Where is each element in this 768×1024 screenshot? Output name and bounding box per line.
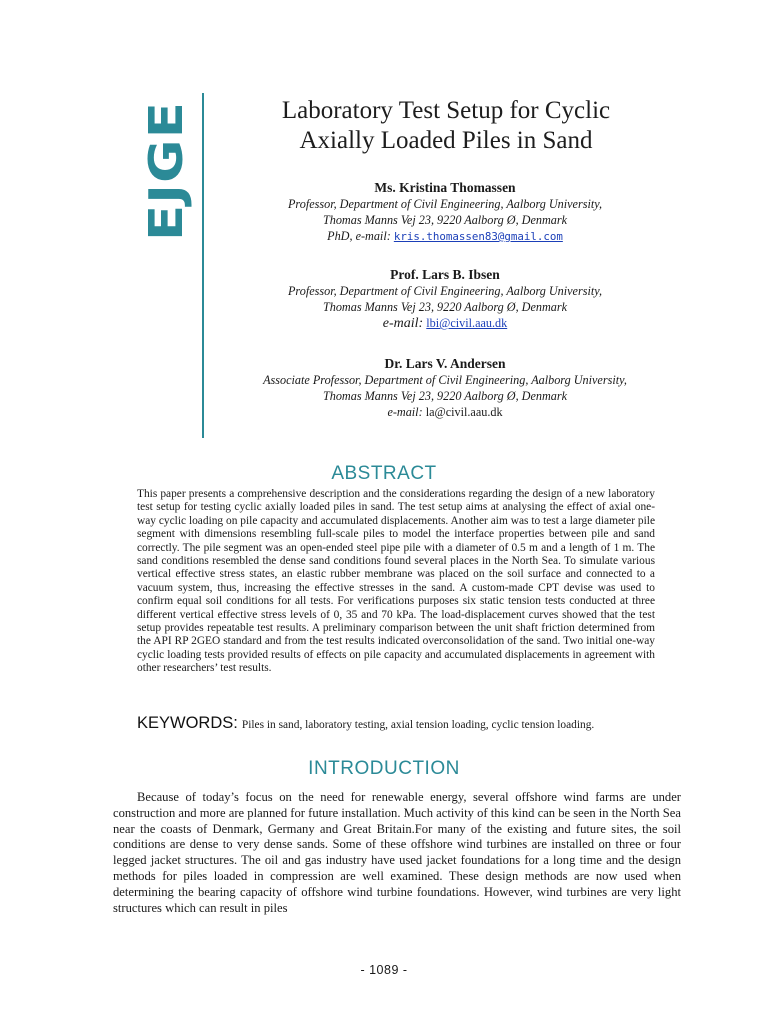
keywords-line [137, 714, 697, 733]
author-address: Thomas Manns Vej 23, 9220 Aalborg Ø, Denmark [322, 300, 568, 314]
author-affiliation: Associate Professor, Department of Civil Engineering, Aalborg University, [263, 373, 627, 387]
author-affiliation: Professor, Department of Civil Engineering, Aalborg University, [287, 197, 603, 211]
introduction-heading: INTRODUCTION [308, 758, 460, 779]
author-email-line [210, 315, 680, 332]
author-block-1 [210, 180, 680, 245]
journal-logo-text: EJGE [139, 119, 193, 241]
author-block-3 [210, 356, 680, 420]
author-name: Ms. Kristina Thomassen [374, 180, 516, 195]
author-email-line [210, 404, 680, 420]
author-address: Thomas Manns Vej 23, 9220 Aalborg Ø, Denmark [322, 389, 568, 403]
author-email-link[interactable]: lbi@civil.aau.dk [426, 316, 508, 330]
header-divider-line [202, 93, 204, 438]
author-block-2 [210, 267, 680, 332]
keywords-text: Piles in sand, laboratory testing, axial tension loading, cyclic tension loading. [241, 719, 595, 731]
author-email-text: la@civil.aau.dk [425, 405, 503, 419]
author-address: Thomas Manns Vej 23, 9220 Aalborg Ø, Denmark [322, 213, 568, 227]
author-affiliation: Professor, Department of Civil Engineering, Aalborg University, [287, 284, 603, 298]
paper-title-line-2: Axially Loaded Piles in Sand [299, 127, 593, 154]
author-name: Dr. Lars V. Andersen [384, 356, 506, 371]
abstract-body: This paper presents a comprehensive description and the considerations regarding the design of a new laboratory test setup for testing cyclic axially loaded piles in sand. The test setup aims at analysing the effect of axial one-way cyclic loading on pile capacity and accumulated displacements. Another aim was to test a large diameter pile segment with dimensions resembling full-scale piles to model the interface properties between pile and sand correctly. The pile segment was an open-ended steel pipe pile with a diameter of 0.5 m and a length of 1 m. The sand conditions resembled the dense sand conditions found several places in the North Sea. To simulate various vertical effective stress states, an elastic rubber membrane was placed on the soil surface and connected to a vacuum system, thus, increasing the effective stresses in the sand. A custom-made CPT devise was used to confirm equal soil conditions for all tests. For verifications purposes six static tension tests conducted at three different vertical effective stress levels of 0, 35 and 70 kPa. The load-displacement curves showed that the test setup provides repeatable test results. A preliminary comparison between the unit shaft friction determined from the API RP 2GEO standard and from the test results indicated overconsolidation of the sand. Two initial one-way cyclic loading tests provided results of effects on pile capacity and accumulated displacements in agreement with other researchers’ test results. [137, 488, 655, 675]
author-name: Prof. Lars B. Ibsen [390, 267, 500, 282]
paper-title-line-1: Laboratory Test Setup for Cyclic [281, 97, 611, 124]
paper-title [236, 96, 656, 156]
page-number: - 1089 - [360, 963, 408, 977]
abstract-heading: ABSTRACT [331, 463, 437, 484]
journal-logo [139, 100, 193, 242]
introduction-body: Because of today’s focus on the need for renewable energy, several offshore wind farms are under construction and more are planned for future installation. Much activity of this kind can be seen in the North Sea near the coasts of Denmark, Germany and Great Britain.For many of the existing and future sites, the soil conditions are dense to very dense sands. Some of these offshore wind turbines are installed on three or four legged jacket structures. The oil and gas industry have used jacket foundations for a long time and the design methods for piles loaded in compression are well examined. These design methods are now used when determining the bearing capacity of offshore wind turbine foundations. However, wind turbines are very light structures which can result in piles [113, 790, 681, 915]
author-email-label: PhD, e-mail [327, 229, 387, 243]
author-email-link[interactable]: kris.thomassen83@gmail.com [393, 230, 563, 243]
keywords-label: KEYWORDS: [137, 714, 238, 732]
author-email-label: e-mail: [382, 316, 424, 331]
author-email-label: e-mail: [387, 405, 423, 419]
author-email-line: PhD, e-mail: kris.thomassen83@gmail.com [327, 229, 563, 243]
